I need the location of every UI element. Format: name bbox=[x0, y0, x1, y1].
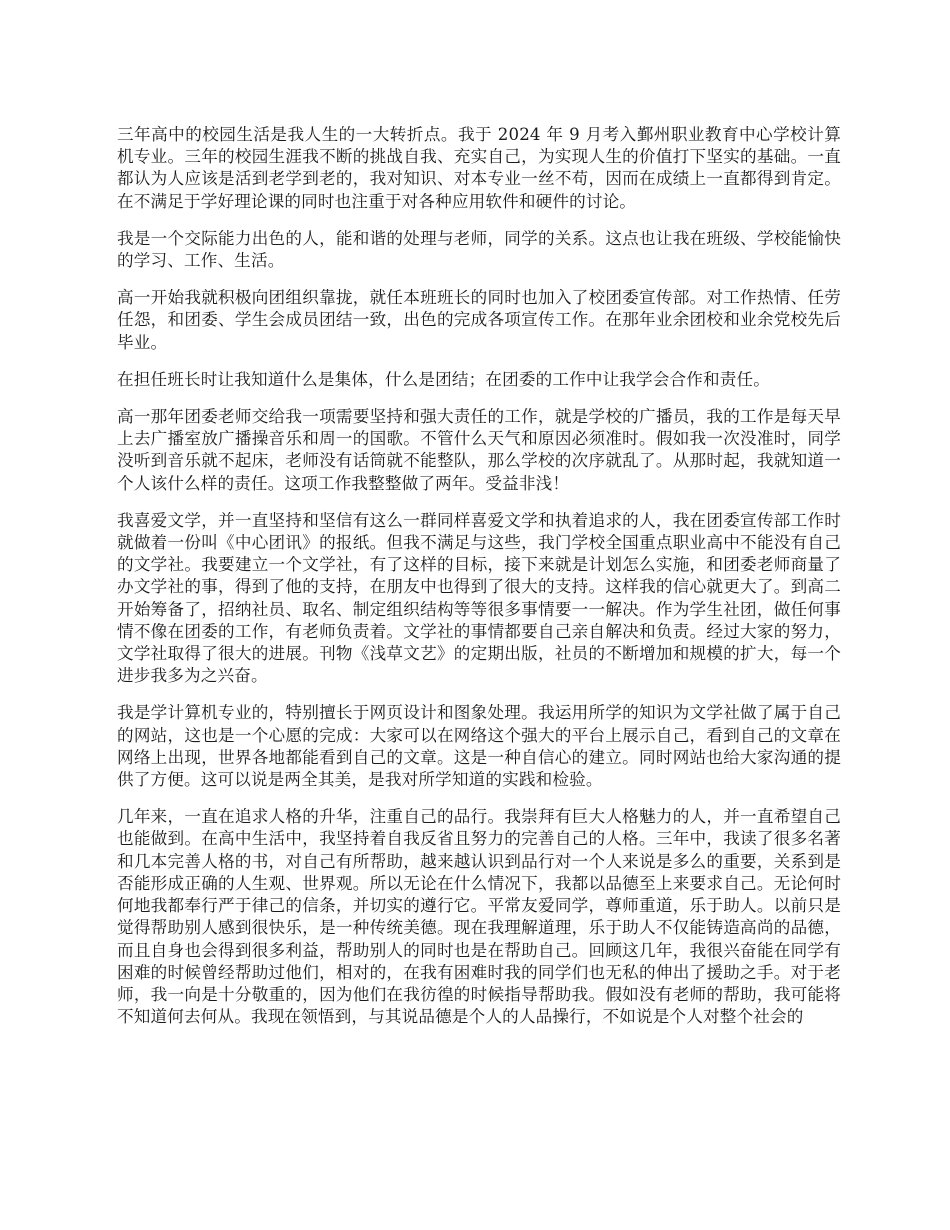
paragraph: 高一那年团委老师交给我一项需要坚持和强大责任的工作，就是学校的广播员，我的工作是每天早上去广播室放广播操音乐和周一的国歌。不管什么天气和原因必须准时。假如我一次没准时，同学没听到音乐就不起床，老师没有话筒就不能整队，那么学校的次序就乱了。从那时起，我就知道一个人该什么样的责任。这项工作我整整做了两年。受益非浅！ bbox=[117, 407, 841, 493]
paragraph: 我是学计算机专业的，特别擅长于网页设计和图象处理。我运用所学的知识为文学社做了属于自己的网站，这也是一个心愿的完成：大家可以在网络这个强大的平台上展示自己，看到自己的文章在网络上出现，世界各地都能看到自己的文章。这是一种自信心的建立。同时网站也给大家沟通的提供了方便。这可以说是两全其美，是我对所学知道的实践和检验。 bbox=[117, 703, 841, 790]
paragraph: 在担任班长时让我知道什么是集体，什么是团结；在团委的工作中让我学会合作和责任。 bbox=[117, 369, 771, 389]
document-body bbox=[117, 124, 841, 1043]
paragraph: 我喜爱文学，并一直坚持和坚信有这么一群同样喜爱文学和执着追求的人，我在团委宣传部工作时就做着一份叫《中心团讯》的报纸。但我不满足与这些，我门学校全国重点职业高中不能没有自己的文学社。我要建立一个文学社，有了这样的目标，接下来就是计划怎么实施，和团委老师商量了办文学社的事，得到了他的支持，在朋友中也得到了很大的支持。这样我的信心就更大了。到高二开始筹备了，招纳社员、取名、制定组织结构等等很多事情要一一解决。作为学生社团，做任何事情不像在团委的工作，有老师负责着。文学社的事情都要自己亲自解决和负责。经过大家的努力，文学社取得了很大的进展。刊物《浅草文艺》的定期出版，社员的不断增加和规模的扩大，每一个进步我多为之兴奋。 bbox=[117, 510, 841, 686]
paragraph: 高一开始我就积极向团组织靠拢，就任本班班长的同时也加入了校团委宣传部。对工作热情、任劳任怨，和团委、学生会成员团结一致，出色的完成各项宣传工作。在那年业余团校和业余党校先后毕业。 bbox=[117, 288, 841, 352]
paragraph: 三年高中的校园生活是我人生的一大转折点。我于 2024 年 9 月考入鄞州职业教育中心学校计算机专业。三年的校园生涯我不断的挑战自我、充实自己，为实现人生的价值打下坚实的基础。一直都认为人应该是活到老学到老的，我对知识、对本专业一丝不苟，因而在成绩上一直都得到肯定。在不满足于学好理论课的同时也注重于对各种应用软件和硬件的讨论。 bbox=[117, 125, 841, 211]
paragraph: 我是一个交际能力出色的人，能和谐的处理与老师，同学的关系。这点也让我在班级、学校能愉快的学习、工作、生活。 bbox=[117, 228, 841, 271]
paragraph: 几年来，一直在追求人格的升华，注重自己的品行。我崇拜有巨大人格魅力的人，并一直希望自己也能做到。在高中生活中，我坚持着自我反省且努力的完善自己的人格。三年中，我读了很多名著和几本完善人格的书，对自己有所帮助，越来越认识到品行对一个人来说是多么的重要，关系到是否能形成正确的人生观、世界观。所以无论在什么情况下，我都以品德至上来要求自己。无论何时何地我都奉行严于律己的信条，并切实的遵行它。平常友爱同学，尊师重道，乐于助人。以前只是觉得帮助别人感到很快乐，是一种传统美德。现在我理解道理，乐于助人不仅能铸造高尚的品德，而且自身也会得到很多利益，帮助别人的同时也是在帮助自己。回顾这几年，我很兴奋能在同学有困难的时候曾经帮助过他们，相对的，在我有困难时我的同学们也无私的伸出了援助之手。对于老师，我一向是十分敬重的，因为他们在我彷徨的时候指导帮助我。假如没有老师的帮助，我可能将不知道何去何从。我现在领悟到，与其说品德是个人的人品操行，不如说是个人对整个社会的 bbox=[117, 807, 841, 1027]
